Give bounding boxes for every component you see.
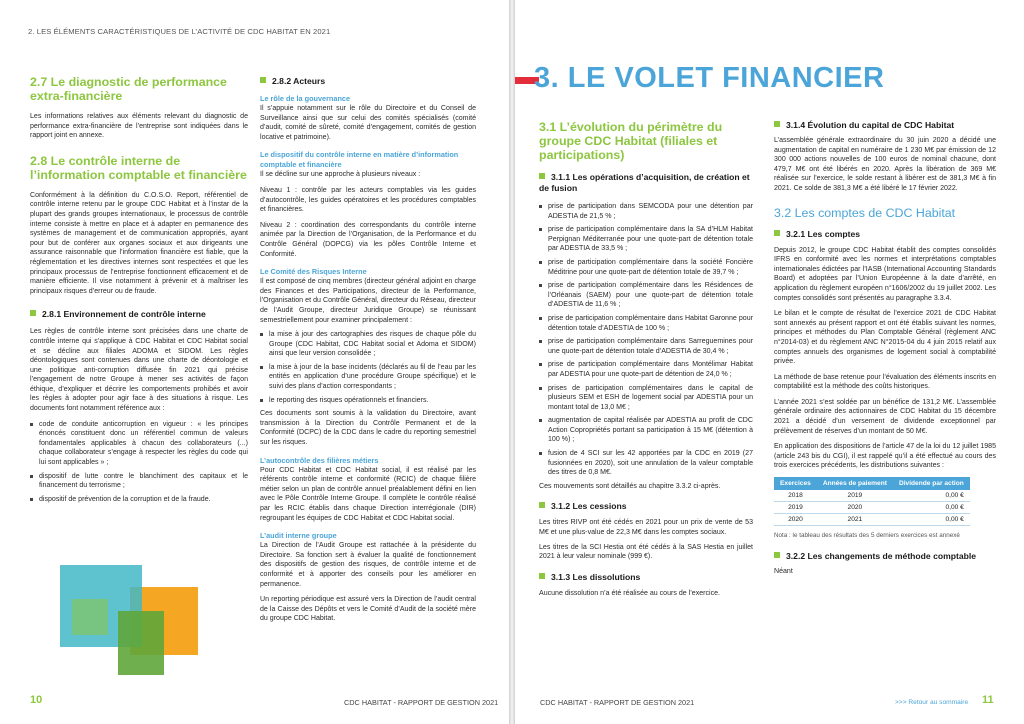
dispositif-text-3: Niveau 2 : coordination des correspondants du contrôle interne animée par la Direction de l’Organisation, de la Performance et du Contrôle Général (DOPCG) via les pôles Contrôle Interne et Conformité.: [260, 221, 476, 258]
section-3-1-4-text: L’assemblée générale extraordinaire du 30 juin 2020 a décidé une augmentation de capital en numéraire de 1 230 M€ par émission de 12 300 000 actions nouvelles de 100 euros de nominal chacune, dont 479,7 M€ ont été libérés en 2020. Après la libération de 369 M€ réalisée sur l’exercice, le solde restant à libérer est de 381,3 M€ à fin 2021. Ce solde de 381,3 M€ a été libéré le 17 février 2022.: [774, 137, 996, 192]
audit-interne-text-1: La Direction de l’Audit Groupe est rattachée à la présidente du Directoire. Sa fonction sert à évaluer la qualité de fonctionnement des dispositifs de gestion des risques, de contrôle interne et de conformité et à apporter des conseils pour les améliorer en permanence.: [260, 542, 476, 588]
table-header: Années de paiement: [817, 477, 893, 490]
section-3-2-1-text-5: En application des dispositions de l’article 47 de la loi du 12 juillet 1985 (article 243 bis du CGI), il est rappelé qu’il a été effectué au cours des trois exercices précédents, les distributions suivantes :: [774, 443, 996, 470]
section-3-2-1-text-4: L’année 2021 s’est soldée par un bénéfice de 131,2 M€. L’assemblée générale ordinaire des actionnaires de CDC Habitat du 15 décembre 2021 a décidé d’un versement de dividende exceptionnel par prélèvement de réserves d’un montant de 50 M€.: [774, 398, 996, 435]
right-page-column-1: [539, 120, 753, 598]
list-item: la mise à jour de la base incidents (déclarés au fil de l’eau par les entités en application d’une procédure Groupe spécifique) et le suivi des plans d’action correspondants ;: [260, 363, 476, 392]
list-item: augmentation de capital réalisée par ADESTIA au profit de CDC Action Copropriétés portant sa participation à 15 M€ (détention à 100 %) ;: [539, 416, 753, 445]
right-column-page-10: [260, 76, 476, 624]
comite-risques-text-2: Ces documents sont soumis à la validation du Directoire, avant transmission à la Direction du Contrôle Permanent et de la Conformité (DCPC) de la CDC dans le cadre du reporting semestriel sur les risques.: [260, 410, 476, 447]
section-3-1-3-title: 3.1.3 Les dissolutions: [539, 572, 753, 583]
decorative-squares-graphic: [60, 565, 220, 681]
section-3-2-2-text: Néant: [774, 567, 793, 575]
list-item: le reporting des risques opérationnels et financiers.: [260, 396, 476, 406]
table-row: [774, 490, 970, 502]
square-bullet-icon: [774, 552, 780, 558]
section-3-1-1-title: 3.1.1 Les opérations d’acquisition, de création et de fusion: [539, 172, 750, 193]
dispositif-text-1: Il se décline sur une approche à plusieurs niveaux :: [260, 171, 421, 179]
section-3-2-1-text-1: Depuis 2012, le groupe CDC Habitat établit des comptes consolidés IFRS en conformité avec les normes et interprétations comptables internationales édictées par l’IASB (International Accounting Standards Board) et adoptées par l’Union Européenne à la date d’arrêté, en application du règlement européen n°1606/2002 du 19 juillet 2002. Les comptes consolidés sont présentés au paragraphe 3.3.4.: [774, 246, 996, 302]
section-2-8-text: Conformément à la définition du C.O.S.O. Report, référentiel de contrôle interne retenu par le groupe CDC Habitat et à l’instar de la plupart des grands groupes internationaux, le processus de contrôle interne consiste à mettre en place et à adapter en permanence des systèmes de management et de communication appropriés, ayant pour but de conférer aux organes sociaux et aux dirigeants une assurance raisonnable que l’information financière est fiable, que la réglementation et les directives internes sont respectées et que les principaux processus de l’entreprise fonctionnent efficacement et de manière efficiente. Il vise notamment à prévenir et à maîtriser les principaux risques d’erreur ou de fraude.: [30, 191, 248, 295]
list-item: la mise à jour des cartographies des risques de chaque pôle du Groupe (CDC Habitat, CDC Habitat social et Adoma et SIDOM) ainsi que leur version consolidée ;: [260, 330, 476, 359]
list-item: fusion de 4 SCI sur les 42 apportées par la CDC en 2019 (27 fusionnées en 2020), soit une annulation de la valeur comptable des titres de 0,8 M€.: [539, 449, 753, 478]
chapter-title: 3. LE VOLET FINANCIER: [534, 62, 885, 94]
autocontrole-text: Pour CDC Habitat et CDC Habitat social, il est réalisé par les référents contrôle interne et conformité (RCIC) de chaque filière métier selon un plan de contrôle annuel préalablement défini en lien avec le Pôle Contrôle Interne Groupe. Il complète le contrôle réalisé par les RCIC établis dans chaque Direction interrégionale (DIR) regroupant les équipes de CDC Habitat et CDC Habitat social.: [260, 466, 476, 522]
autocontrole-title: L’autocontrôle des filières métiers: [260, 455, 379, 465]
table-cell: 2019: [774, 502, 817, 514]
dispositif-title: Le dispositif du contrôle interne en matière d’information comptable et financière: [260, 150, 459, 170]
comite-risques-title: Le Comité des Risques Interne: [260, 267, 367, 277]
role-gouvernance-text: Il s’appuie notamment sur le rôle du Directoire et du Conseil de Surveillance ainsi que sur celui des comités spécialisés (comité d’audit, comité de sûreté, comité d’engagement, comités de gestion locative et patrimoine).: [260, 105, 476, 141]
section-3-2-1-text-2: Le bilan et le compte de résultat de l’exercice 2021 de CDC Habitat sont annexés au présent rapport et ont été établis suivant les normes, principes et méthodes du Plan Comptable Général (règlement ANC n°2014-03) et du règlement ANC N°2015-04 du 4 juin 2015 relatif aux comptes annuels des organismes de logement social à comptabilité privée.: [774, 310, 996, 366]
section-3-1-title: 3.1 L’évolution du périmètre du groupe CDC Habitat (filiales et participations): [539, 120, 723, 162]
list-item: dispositif de lutte contre le blanchiment des capitaux et le financement du terrorisme ;: [30, 472, 248, 491]
table-cell: 0,00 €: [893, 502, 970, 514]
running-header: 2. LES ÉLÉMENTS CARACTÉRISTIQUES DE L’ACTIVITÉ DE CDC HABITAT EN 2021: [28, 27, 331, 36]
footer-title-left: CDC HABITAT - RAPPORT DE GESTION 2021: [344, 698, 499, 707]
square-bullet-icon: [774, 121, 780, 127]
section-3-1-1-after: Ces mouvements sont détaillés au chapitre 3.3.2 ci-après.: [539, 482, 721, 490]
section-2-8-2-title: 2.8.2 Acteurs: [260, 76, 476, 87]
footer-title-right: CDC HABITAT - RAPPORT DE GESTION 2021: [540, 698, 695, 707]
page-number-right: 11: [982, 694, 994, 706]
list-item: code de conduite anticorruption en vigueur : « les principes énoncés constituent donc un référentiel commun de valeurs fondamentales applicables à chacun des collaborateurs (...) chaque collaborateur s’engage à respecter les règles du code qui lui sont applicables » ;: [30, 420, 248, 468]
list-item: prise de participation complémentaire dans la SA d’HLM Habitat Perpignan Méditerranée pour une quote-part de détention totale par ADESTIA de 33,5 % ;: [539, 225, 753, 254]
table-note: Nota : le tableau des résultats des 5 derniers exercices est annexé: [774, 532, 960, 540]
role-gouvernance-title: Le rôle de la gouvernance: [260, 94, 351, 103]
audit-interne-text-2: Un reporting périodique est assuré vers la Direction de l’audit central de la Caisse des Dépôts et vers le Comité d’Audit de la société mère du groupe CDC Habitat.: [260, 596, 476, 623]
dividend-table: [774, 477, 970, 526]
list-item: prise de participation complémentaire dans les Résidences de l’Orléanais (SAEM) pour une quote-part de détention totale d’ADESTIA de 11,6 % ;: [539, 281, 753, 310]
table-cell: 0,00 €: [893, 490, 970, 502]
comite-risques-text: Il est composé de cinq membres (directeur général adjoint en charge des Finances et des Participations, directeur de la Performance, l’Organisation et du Contrôle Général, directeur du Réseau, directeur de l’Audit Groupe, directeur Juridique Groupe) se réunissant semestriellement pour examiner principalement :: [260, 278, 476, 324]
page-number-left: 10: [30, 694, 43, 706]
square-bullet-icon: [260, 77, 266, 83]
list-item: prise de participation complémentaire dans Sarreguemines pour une quote-part de détention totale d’ADESTIA de 30,4 % ;: [539, 337, 753, 356]
list-item: dispositif de prévention de la corruption et de la fraude.: [30, 495, 248, 505]
audit-interne-title: L’audit interne groupe: [260, 531, 337, 541]
table-cell: 2020: [817, 502, 893, 514]
right-page-column-2: [774, 120, 996, 576]
dispositif-text-2: Niveau 1 : contrôle par les acteurs comptables via les guides d’autocontrôle, les guides opératoires et les procédures comptables et financières.: [260, 186, 476, 214]
table-cell: 0,00 €: [893, 514, 970, 526]
list-item: prises de participation complémentaires dans le capital de plusieurs SEM et ESH de logement social par ADESTIA pour un montant total de 13,0 M€ ;: [539, 384, 753, 413]
back-to-summary-link[interactable]: >>> Retour au sommaire: [895, 699, 969, 706]
section-2-7-text: Les informations relatives aux éléments relevant du diagnostic de performance extra-financière de l’entreprise sont indiquées dans le rapport joint en annexe.: [30, 113, 248, 140]
section-2-8-title: 2.8 Le contrôle interne de l’information comptable et financière: [30, 153, 247, 182]
table-cell: 2018: [774, 490, 817, 502]
list-item: prise de participation complémentaire dans la société Foncière Méditrine pour une quote-part de détention totale de 39,7 % ;: [539, 258, 753, 277]
table-cell: 2021: [817, 514, 893, 526]
section-3-2-title: 3.2 Les comptes de CDC Habitat: [774, 205, 956, 220]
square-bullet-icon: [774, 230, 780, 236]
section-3-1-2-title: 3.1.2 Les cessions: [539, 501, 753, 512]
square-bullet-icon: [30, 310, 36, 316]
table-header: Exercices: [774, 477, 817, 490]
square-bullet-icon: [539, 502, 545, 508]
table-cell: 2019: [817, 490, 893, 502]
list-item: prise de participation complémentaire dans Montélimar Habitat par ADESTIA pour une quote-part de détention de 24,0 % ;: [539, 360, 753, 379]
square-bullet-icon: [539, 173, 545, 179]
section-2-8-1-list: [30, 420, 248, 505]
page-10: [0, 0, 509, 724]
section-3-1-3-text: Aucune dissolution n’a été réalisée au cours de l’exercice.: [539, 589, 720, 597]
table-row: [774, 502, 970, 514]
section-2-8-1-title: 2.8.1 Environnement de contrôle interne: [30, 309, 248, 320]
table-row: [774, 514, 970, 526]
square-bullet-icon: [539, 573, 545, 579]
section-3-2-1-text-3: La méthode de base retenue pour l’évaluation des éléments inscrits en comptabilité est la méthode des coûts historiques.: [774, 373, 996, 391]
list-item: prise de participation dans SEMCODA pour une détention par ADESTIA de 21,5 % ;: [539, 202, 753, 221]
section-3-2-1-title: 3.2.1 Les comptes: [774, 229, 996, 240]
list-item: prise de participation complémentaire dans Habitat Garonne pour détention totale d’ADESTIA de 100 % ;: [539, 314, 753, 333]
table-cell: 2020: [774, 514, 817, 526]
section-3-2-2-title: 3.2.2 Les changements de méthode comptable: [774, 551, 996, 562]
section-2-8-1-text: Les règles de contrôle interne sont précisées dans une charte de contrôle interne qui s’applique à CDC Habitat et CDC Habitat social et se décline aux filiales ADOMA et SIDOM. Les règles déontologiques sont contenues dans une charte de déontologie et une politique anti-corruption diffusée fin 2021 qui précise l’engagement de notre Groupe à mener ses activités de façon éthique, d’expliquer et décrire les comportements prohibés et avoir les règles à adopter pour agir face à des situations à risque. Les documents font notamment référence aux :: [30, 328, 248, 413]
section-3-1-2-text-2: Les titres de la SCI Hestia ont été cédés à la SAS Hestia en juillet 2021 à leur valeur nominale (999 €).: [539, 543, 753, 561]
section-3-1-4-title: 3.1.4 Évolution du capital de CDC Habitat: [774, 120, 996, 131]
comite-risques-list: [260, 330, 476, 405]
section-3-1-1-list: [539, 202, 753, 478]
table-header: Dividende par action: [893, 477, 970, 490]
section-3-1-2-text-1: Les titres RIVP ont été cédés en 2021 pour un prix de vente de 53 M€ et une plus-value de 22,3 M€ dans les comptes sociaux.: [539, 519, 753, 537]
left-column: [30, 75, 248, 508]
section-2-7-title: 2.7 Le diagnostic de performance extra-financière: [30, 75, 227, 103]
